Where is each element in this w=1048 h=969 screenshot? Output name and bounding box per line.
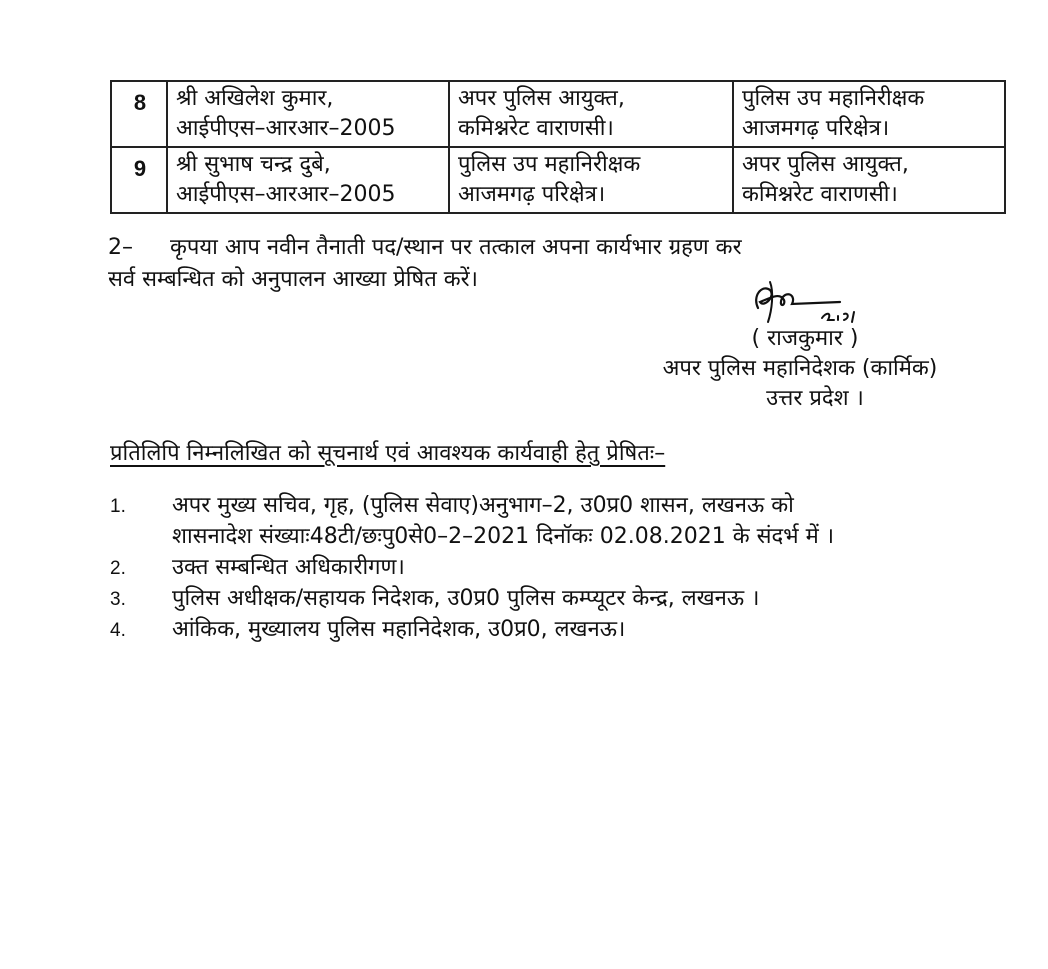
current-post: पुलिस उप महानिरीक्षक (458, 152, 641, 177)
signatory-designation: अपर पुलिस महानिदेशक (कार्मिक) (662, 356, 938, 381)
serial-number: 8 (111, 81, 167, 147)
paragraph-line-1: कृपया आप नवीन तैनाती पद/स्थान पर तत्काल अपना कार्यभार ग्रहण कर (170, 235, 742, 260)
current-post: अपर पुलिस आयुक्त, (458, 86, 625, 111)
new-post-cell (733, 81, 1005, 147)
list-item (110, 490, 1010, 552)
paragraph-line-2: सर्व सम्बन्धित को अनुपालन आख्या प्रेषित करें। (108, 267, 478, 292)
current-post-cell (449, 81, 733, 147)
copy-heading: प्रतिलिपि निम्नलिखित को सूचनार्थ एवं आवश्यक कार्यवाही हेतु प्रेषितः– (110, 441, 666, 466)
officer-service: आईपीएस–आरआर–2005 (176, 182, 396, 207)
list-item-line-1: पुलिस अधीक्षक/सहायक निदेशक, उ0प्र0 पुलिस कम्प्यूटर केन्द्र, लखनऊ । (172, 586, 760, 611)
officer-service: आईपीएस–आरआर–2005 (176, 116, 396, 141)
table-row (111, 81, 1005, 147)
officer-name-cell (167, 147, 449, 213)
copy-recipients-list (110, 490, 1010, 645)
list-item-line-1: अपर मुख्य सचिव, गृह, (पुलिस सेवाए)अनुभाग–2, उ0प्र0 शासन, लखनऊ को (172, 493, 794, 518)
officer-name: श्री सुभाष चन्द्र दुबे, (176, 152, 331, 177)
list-item (110, 583, 1010, 614)
new-location: कमिश्नरेट वाराणसी। (742, 182, 898, 207)
list-item-number: 3. (110, 589, 126, 610)
new-post: अपर पुलिस आयुक्त, (742, 152, 909, 177)
new-location: आजमगढ़ परिक्षेत्र। (742, 116, 890, 141)
current-location: कमिश्नरेट वाराणसी। (458, 116, 614, 141)
list-item-number: 4. (110, 620, 126, 641)
list-item-number: 1. (110, 496, 126, 517)
serial-number: 9 (111, 147, 167, 213)
list-item-line-1: उक्त सम्बन्धित अधिकारीगण। (172, 555, 405, 580)
current-post-cell (449, 147, 733, 213)
paragraph-number: 2– (108, 235, 133, 260)
signatory-place: उत्तर प्रदेश । (766, 386, 864, 411)
instruction-paragraph (108, 232, 1008, 296)
list-item (110, 614, 1010, 645)
new-post: पुलिस उप महानिरीक्षक (742, 86, 925, 111)
current-location: आजमगढ़ परिक्षेत्र। (458, 182, 606, 207)
new-post-cell (733, 147, 1005, 213)
posting-table (110, 80, 1006, 214)
list-item-line-2: शासनादेश संख्याः48टी/छःपु0से0–2–2021 दिनॉकः 02.08.2021 के संदर्भ में । (172, 524, 835, 549)
officer-name: श्री अखिलेश कुमार, (176, 86, 334, 111)
officer-name-cell (167, 81, 449, 147)
signatory-name: ( राजकुमार ) (751, 326, 859, 351)
list-item-line-1: आंकिक, मुख्यालय पुलिस महानिदेशक, उ0प्र0, लखनऊ। (172, 617, 626, 642)
list-item (110, 552, 1010, 583)
list-item-number: 2. (110, 558, 126, 579)
table-row (111, 147, 1005, 213)
